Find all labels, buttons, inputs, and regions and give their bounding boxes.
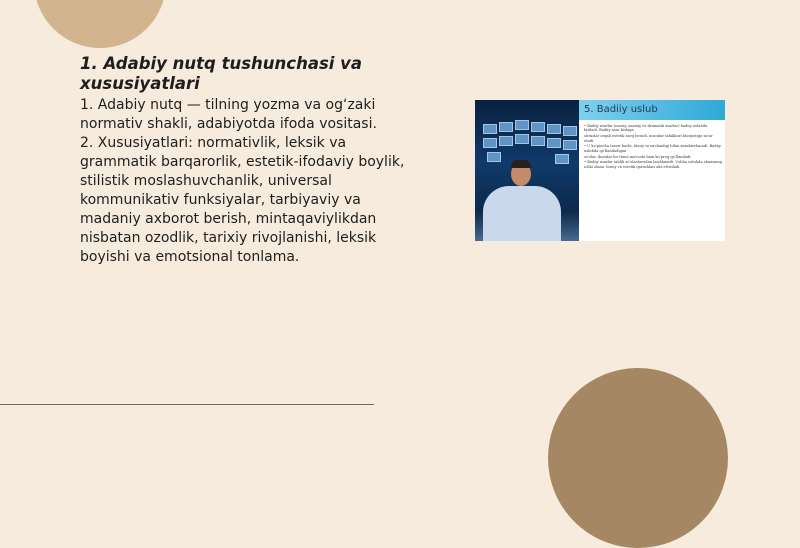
presenter-figure: [483, 186, 561, 241]
video-panel-header: [579, 100, 725, 120]
video-panel-line: • Badiiy asarlar (nasriy, nazmiy va dramatik asarlar) badiiy uslubda bitiladi. Badiiy asar kishiga: [584, 124, 708, 133]
studio-screen: [563, 126, 577, 136]
studio-screen: [483, 124, 497, 134]
studio-screen: [531, 122, 545, 132]
divider-line: [0, 404, 374, 405]
body-paragraph-1: 1. Adabiy nutq — tilning yozma va og‘zaki normativ shakli, adabiyotda ifoda vositasi.: [80, 97, 377, 132]
studio-screen: [499, 136, 513, 146]
presenter-hair: [511, 160, 531, 168]
video-panel-text: [584, 124, 722, 236]
video-content-panel: [579, 100, 725, 241]
decorative-circle-top: [34, 0, 166, 48]
studio-screen: [563, 140, 577, 150]
video-panel-line: obrazlar orqali estetik zavq beradi, insonlar tafakkuri hissiyotiga ta'sir etadi.: [584, 134, 713, 143]
decorative-circle-bottom: [548, 368, 728, 548]
studio-background: [475, 100, 583, 241]
studio-screen: [487, 152, 501, 162]
body-paragraph-2: 2. Xususiyatlari: normativlik, leksik va grammatik barqarorlik, estetik-ifodaviy boylik, stilistik moslashuvchanlik, universal kommunikativ funksiyalar, tarbiyaviy va madaniy axborot berish, mintaqaviylikdan nisbatan ozodlik, tarixiy rivojlanishi, leksik boyishi va emotsional tonlama.: [80, 135, 405, 265]
studio-screen: [483, 138, 497, 148]
studio-screen: [499, 122, 513, 132]
slide-title: 1. Adabiy nutq tushunchasi va xususiyatlari: [80, 54, 363, 93]
studio-screen: [515, 134, 529, 144]
studio-screen: [515, 120, 529, 130]
slide-body: [80, 96, 410, 267]
embedded-video[interactable]: [475, 100, 725, 241]
video-panel-line: • Badiiy asarlar tahlili so'zlashuvidan boshlanadi. Ushbu uslubda shaxsning ichki olami, hissiy va estetik qarashlari aks ettiriladi.: [584, 160, 722, 169]
studio-screen: [531, 136, 545, 146]
studio-screen: [547, 124, 561, 134]
studio-screen: [555, 154, 569, 164]
video-panel-line: so'zlar, iboralar ko'chma ma'noda ham ko'proq qo'llaniladi.: [584, 154, 692, 159]
video-panel-title: 5. Badiiy uslub: [584, 104, 658, 115]
studio-screen: [547, 138, 561, 148]
video-panel-line: • U ko'pincha tasvir kuchi, hissiy ta'sirchanligi bilan xarakterlanadi. Badiiy uslubda qo'llaniladigan: [584, 144, 721, 153]
